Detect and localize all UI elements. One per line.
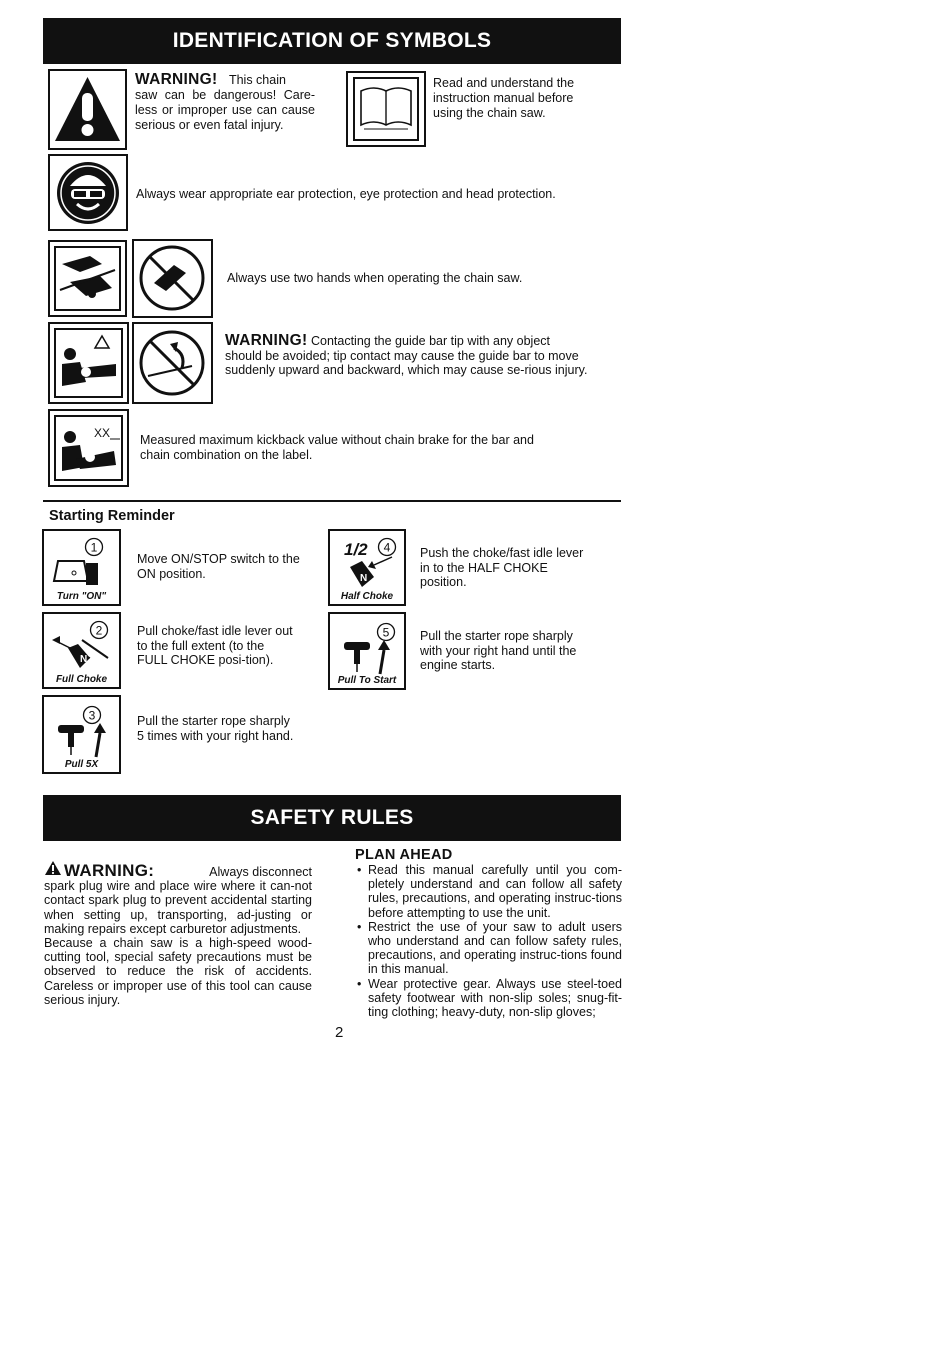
- step-2-caption: Full Choke: [55, 674, 108, 685]
- step-3-icon: [42, 695, 121, 774]
- warning1-body: saw can be dangerous! Care-less or improper use can cause serious or even fatal injury.: [135, 88, 315, 132]
- kickback-icon-label: XX: [94, 426, 111, 440]
- svg-text:N: N: [360, 573, 368, 584]
- step-5-number: 5: [382, 625, 390, 640]
- warning1-line1: This chain: [228, 73, 286, 87]
- step-1-text: Move ON/STOP switch to the ON position.: [137, 552, 300, 581]
- no-one-hand-icon: [132, 239, 213, 318]
- warning1-text: [135, 72, 315, 133]
- warning-triangle-small-icon: [44, 860, 62, 876]
- safety-warning-block: [44, 860, 312, 1007]
- head-protection-icon: [48, 154, 128, 231]
- kickback-text: Measured maximum kickback value without chain brake for the bar and chain combination on the label.: [140, 433, 534, 462]
- safety-warning-body: spark plug wire and place wire where it can-not contact spark plug to prevent accidental starting when setting up, transporting, ad-justing or making repairs except carburetor adjustments.: [44, 879, 312, 936]
- warning-triangle-icon: [48, 69, 127, 150]
- manual-text: Read and understand the instruction manual before using the chain saw.: [433, 76, 575, 120]
- no-tip-contact-icon: [132, 322, 213, 404]
- step-2-text: Pull choke/fast idle lever out to the full extent (to the FULL CHOKE posi-tion).: [137, 624, 293, 667]
- step-4-prefix: 1/2: [344, 540, 368, 559]
- step-4-caption: Half Choke: [340, 591, 394, 602]
- warning2-body: Contacting the guide bar tip with any object should be avoided; tip contact may cause the guide bar to move suddenly upward and backward, which may cause se-rious injury.: [225, 334, 588, 377]
- warning1-word: WARNING!: [135, 71, 218, 88]
- plan-ahead-bullet: • Read this manual carefully until you com-pletely understand and can follow all safety rules, precautions, and operating instruc-tions before attempting to use the unit.: [355, 863, 622, 920]
- warning2-text: [225, 334, 590, 378]
- two-hands-icon: [48, 240, 127, 317]
- starting-reminder-title: Starting Reminder: [49, 508, 175, 524]
- safety-warning-word: WARNING:: [64, 861, 155, 880]
- step-5-text: Pull the starter rope sharply with your right hand until the engine starts.: [420, 629, 577, 672]
- step-1-icon: [42, 529, 121, 606]
- protection-text: Always wear appropriate ear protection, eye protection and head protection.: [136, 187, 556, 201]
- step-2-icon: [42, 612, 121, 689]
- symbols-banner: [43, 18, 621, 64]
- svg-text:N: N: [80, 654, 88, 665]
- step-3-text: Pull the starter rope sharply 5 times with your right hand.: [137, 714, 294, 743]
- step-1-caption: Turn "ON": [56, 591, 107, 602]
- plan-ahead-bullet: • Wear protective gear. Always use steel-toed safety footwear with non-slip soles; snug-fit-ting clothing; heavy-duty, non-slip gloves;: [355, 977, 622, 1020]
- step-4-text: Push the choke/fast idle lever in to the HALF CHOKE position.: [420, 546, 584, 589]
- step-3-caption: Pull 5X: [64, 759, 99, 770]
- two-hands-text: Always use two hands when operating the chain saw.: [227, 271, 523, 285]
- plan-ahead-bullet: • Restrict the use of your saw to adult users who understand and can follow safety rules, precautions, and operating instruc-tions found in this manual.: [355, 920, 622, 977]
- safety-paragraph: Because a chain saw is a high-speed wood-cutting tool, special safety precautions must be observed to reduce the risk of accidents. Careless or improper use of this tool can cause serious injury.: [44, 936, 312, 1007]
- step-5-caption: Pull To Start: [337, 675, 397, 686]
- kickback-warning-icon: [48, 322, 129, 404]
- step-3-number: 3: [88, 708, 96, 723]
- step-4-number: 4: [383, 540, 391, 555]
- symbols-title: IDENTIFICATION OF SYMBOLS: [172, 29, 492, 52]
- plan-ahead-title: PLAN AHEAD: [355, 847, 453, 863]
- step-1-number: 1: [90, 540, 98, 555]
- page-number: 2: [335, 1024, 344, 1041]
- safety-banner: [43, 795, 621, 841]
- safety-title: SAFETY RULES: [250, 806, 414, 829]
- warning2-word: WARNING!: [225, 332, 308, 349]
- step-4-icon: [328, 529, 406, 606]
- safety-warning-first: Always disconnect: [209, 865, 312, 879]
- kickback-value-icon: [48, 409, 129, 487]
- plan-ahead-list: [355, 863, 622, 1019]
- step-5-icon: [328, 612, 406, 690]
- manual-book-icon: [346, 71, 426, 147]
- step-2-number: 2: [95, 623, 103, 638]
- section-divider: [43, 500, 621, 502]
